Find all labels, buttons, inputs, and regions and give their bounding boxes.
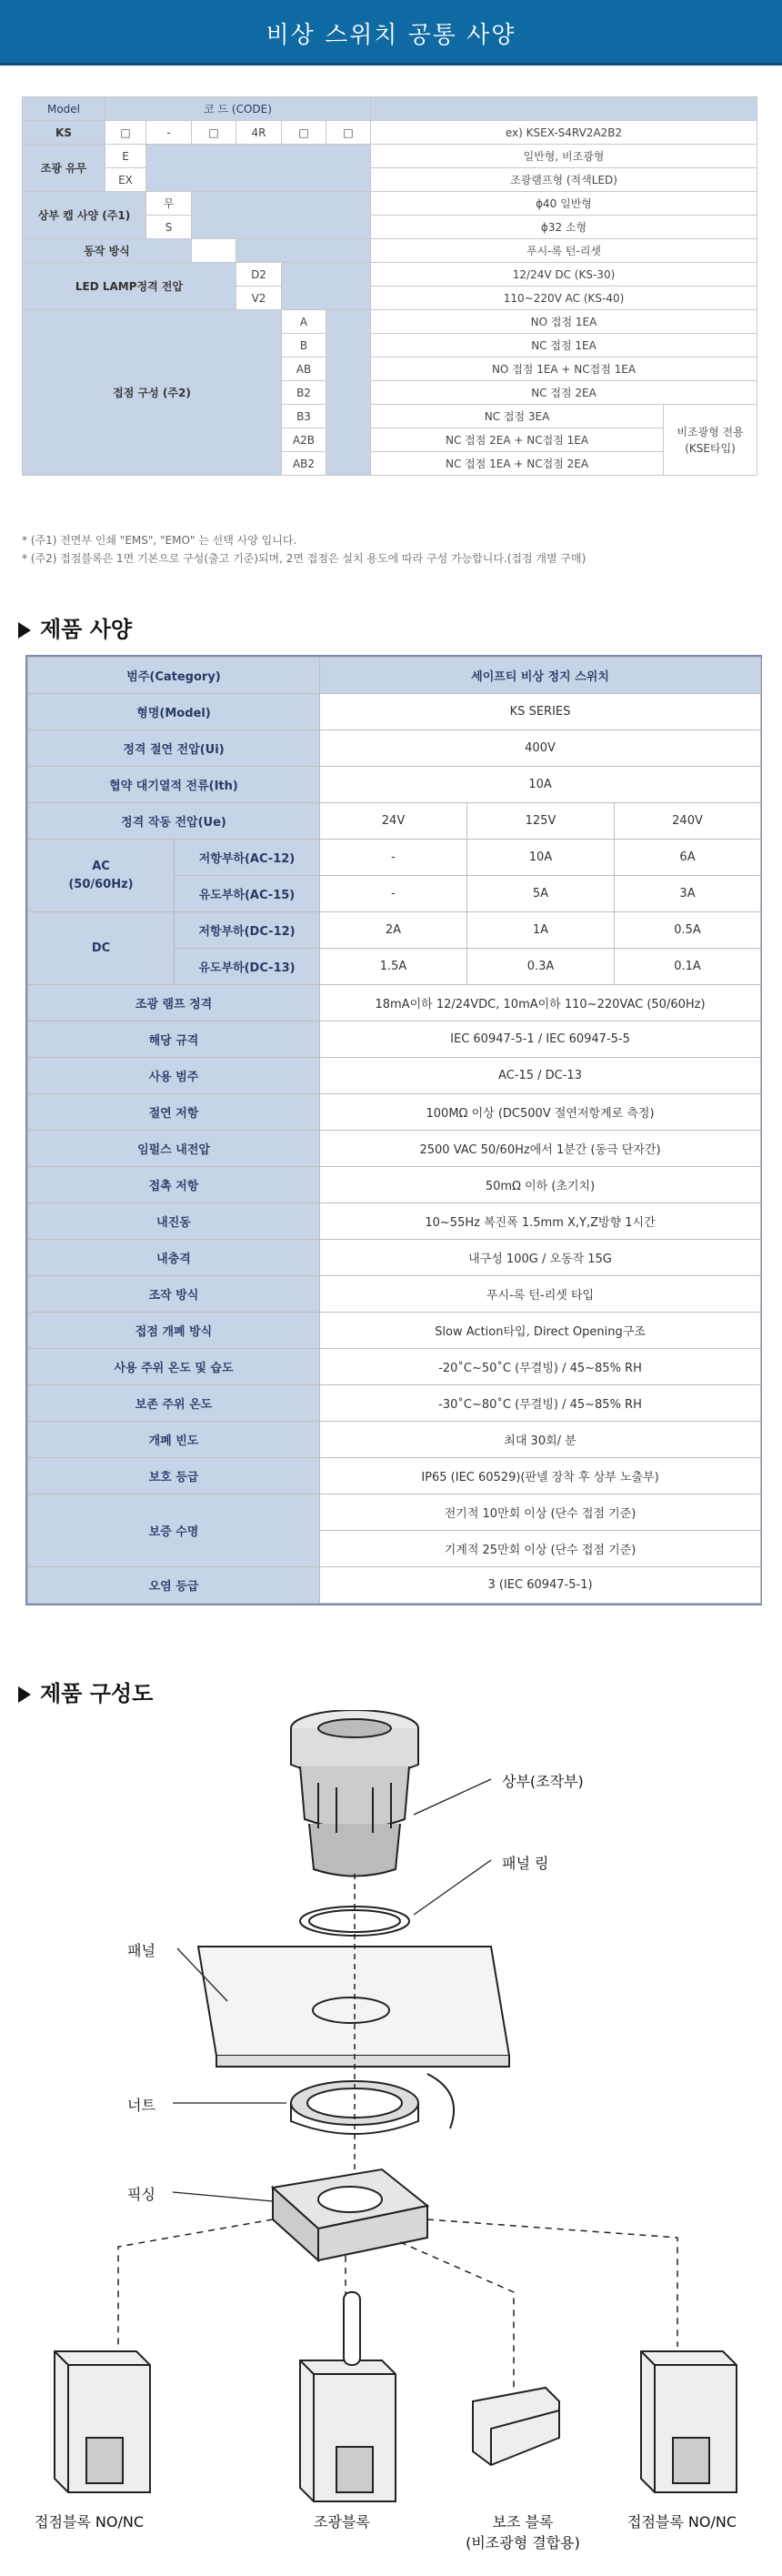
contact-code: B2	[282, 381, 326, 405]
spec-value: 푸시-록 턴-리셋 타입	[320, 1276, 761, 1313]
spec-value: Slow Action타입, Direct Opening구조	[320, 1313, 761, 1349]
lamp-block-drawing	[300, 2292, 396, 2501]
note-1: * (주1) 전면부 인쇄 "EMS", "EMO" 는 선택 사양 입니다.	[22, 534, 297, 547]
spec-value: KS SERIES	[320, 694, 761, 730]
spec-key: 개폐 빈도	[28, 1422, 320, 1458]
spec-key: 임펄스 내전압	[28, 1131, 320, 1167]
pollution-label: 오염 등급	[28, 1567, 320, 1604]
spec-key: 절연 저항	[28, 1094, 320, 1131]
action-fill	[236, 239, 371, 263]
cap-desc: ϕ40 일반형	[371, 192, 757, 216]
spec-key: 접촉 저항	[28, 1167, 320, 1203]
spec-key: 사용 범주	[28, 1058, 320, 1094]
spec-value: 100MΩ 이상 (DC500V 절연저항계로 측정)	[320, 1094, 761, 1131]
spec-value: -20˚C~50˚C (무결빙) / 45~85% RH	[320, 1349, 761, 1385]
action-label: 동작 방식	[23, 239, 192, 263]
fixing-label: 픽싱	[127, 2186, 155, 2203]
code-table	[22, 96, 757, 476]
lamp-block-label: 조광블록	[314, 2513, 370, 2531]
load-name: 저항부하(DC-12)	[175, 912, 320, 949]
special-note-text: 비조광형 전용 (KSE타입)	[677, 425, 744, 455]
spec-key: 조작 방식	[28, 1276, 320, 1313]
voltage-header: 24V	[320, 803, 467, 840]
voltage-header: 125V	[467, 803, 615, 840]
spec-value: 18mA이하 12/24VDC, 10mA이하 110~220VAC (50/60Hz)	[320, 985, 761, 1021]
load-value: 2A	[320, 912, 467, 949]
code-box: □	[105, 121, 146, 145]
load-name: 저항부하(AC-12)	[175, 840, 320, 876]
action-cell	[192, 239, 236, 263]
spec-value: IEC 60947-5-1 / IEC 60947-5-5	[320, 1021, 761, 1058]
pollution-value: 3 (IEC 60947-5-1)	[320, 1567, 761, 1604]
page-title-banner	[0, 0, 782, 65]
cap-fill	[192, 192, 371, 239]
spec-key: 협약 대기열적 전류(Ith)	[28, 767, 320, 803]
action-desc: 푸시-록 턴-리셋	[371, 239, 757, 263]
category-label: 범주(Category)	[28, 658, 320, 694]
aux-block-label	[464, 2511, 582, 2552]
contact-desc: NC 접점 1EA + NC접점 2EA	[371, 452, 664, 476]
notes	[22, 531, 757, 568]
spec-key: 해당 규격	[28, 1021, 320, 1058]
code-box: □	[282, 121, 326, 145]
load-value: 1A	[467, 912, 615, 949]
spec-value: 50mΩ 이하 (초기치)	[320, 1167, 761, 1203]
code-header: 코 드 (CODE)	[105, 97, 371, 121]
contact-block-right-drawing	[641, 2351, 737, 2492]
load-value: 0.1A	[615, 949, 761, 985]
contact-desc: NC 접점 2EA + NC접점 1EA	[371, 428, 664, 452]
led-desc: 12/24V DC (KS-30)	[371, 263, 757, 287]
load-name: 유도부하(AC-15)	[175, 876, 320, 912]
load-value: 10A	[467, 840, 615, 876]
aux-block-drawing	[473, 2388, 559, 2465]
contact-code: A2B	[282, 428, 326, 452]
life-label: 보증 수명	[28, 1494, 320, 1567]
spec-value: 내구성 100G / 오동작 15G	[320, 1240, 761, 1276]
panel-drawing	[198, 1947, 509, 2056]
cap-code: S	[146, 216, 192, 239]
nut-label: 너트	[127, 2097, 155, 2114]
spec-key: 내진동	[28, 1203, 320, 1240]
diagram-section-heading	[18, 1675, 153, 1707]
ac-label: AC (50/60Hz)	[28, 840, 175, 912]
panel-ring-label: 패널 링	[502, 1855, 549, 1872]
lamp-code: EX	[105, 168, 146, 192]
category-value: 세이프티 비상 정지 스위치	[320, 658, 761, 694]
spec-section-heading	[18, 611, 132, 643]
code-box: □	[326, 121, 371, 145]
contact-code: B3	[282, 405, 326, 428]
load-value: 0.5A	[615, 912, 761, 949]
lamp-fill	[146, 145, 371, 192]
contact-label: 접점 구성 (주2)	[23, 310, 282, 476]
load-value: 0.3A	[467, 949, 615, 985]
spec-value: 400V	[320, 730, 761, 767]
contact-code: A	[282, 310, 326, 334]
spec-key: 내충격	[28, 1240, 320, 1276]
cap-code: 무	[146, 192, 192, 216]
load-value: 3A	[615, 876, 761, 912]
contact-block-left-drawing	[55, 2351, 150, 2492]
special-note	[664, 405, 757, 476]
contact-desc: NC 접점 3EA	[371, 405, 664, 428]
exploded-view-drawing	[0, 1710, 782, 2572]
contact-code: B	[282, 334, 326, 357]
contact-code: AB2	[282, 452, 326, 476]
dc-label: DC	[28, 912, 175, 985]
led-code: V2	[236, 287, 282, 310]
life-value: 기계적 25만회 이상 (단수 접점 기준)	[320, 1531, 761, 1567]
spec-table	[25, 655, 762, 1605]
load-value: 6A	[615, 840, 761, 876]
page-title: 비상 스위치 공통 사양	[266, 21, 516, 49]
contact-fill	[326, 310, 371, 476]
contact-code: AB	[282, 357, 326, 381]
led-label: LED LAMP정격 전압	[23, 263, 236, 310]
load-value: -	[320, 876, 467, 912]
contact-left-label: 접점블록 NO/NC	[35, 2513, 145, 2531]
spec-value: 2500 VAC 50/60Hz에서 1분간 (동극 단자간)	[320, 1131, 761, 1167]
life-value: 전기적 10만회 이상 (단수 접점 기준)	[320, 1494, 761, 1531]
spec-value: 10A	[320, 767, 761, 803]
voltage-header: 240V	[615, 803, 761, 840]
code-dash: -	[146, 121, 192, 145]
cap-desc: ϕ32 소형	[371, 216, 757, 239]
led-fill	[282, 263, 371, 310]
spec-value: 최대 30회/ 분	[320, 1422, 761, 1458]
ks-cell: KS	[23, 121, 105, 145]
spec-key: 정격 작동 전압(Ue)	[28, 803, 320, 840]
panel-label: 패널	[127, 1942, 155, 1959]
triangle-icon	[18, 1686, 31, 1703]
cap-label: 상부 캡 사양 (주1)	[23, 192, 146, 239]
spec-key: 조광 램프 정격	[28, 985, 320, 1021]
code-header-blank	[371, 97, 757, 121]
model-header: Model	[23, 97, 105, 121]
spec-key: 접점 개폐 방식	[28, 1313, 320, 1349]
spec-section-title: 제품 사양	[40, 617, 133, 642]
contact-desc: NO 접점 1EA	[371, 310, 757, 334]
diagram-section-title: 제품 구성도	[40, 1681, 154, 1706]
spec-key: 형명(Model)	[28, 694, 320, 730]
triangle-icon	[18, 622, 31, 639]
lamp-label: 조광 유무	[23, 145, 105, 192]
load-name: 유도부하(DC-13)	[175, 949, 320, 985]
led-code: D2	[236, 263, 282, 287]
contact-desc: NO 접점 1EA + NC접점 1EA	[371, 357, 757, 381]
load-value: 5A	[467, 876, 615, 912]
lamp-desc: 일반형, 비조광형	[371, 145, 757, 168]
fixing-drawing	[273, 2169, 427, 2260]
upper-label: 상부(조작부)	[502, 1773, 584, 1790]
contact-desc: NC 접점 2EA	[371, 381, 757, 405]
code-box: □	[192, 121, 236, 145]
lamp-code: E	[105, 145, 146, 168]
spec-value: AC-15 / DC-13	[320, 1058, 761, 1094]
code-example: ex) KSEX-S4RV2A2B2	[371, 121, 757, 145]
lamp-desc: 조광램프형 (적색LED)	[371, 168, 757, 192]
note-2: * (주2) 접점블록은 1면 기본으로 구성(출고 기준)되며, 2면 접점은 설치 용도에 따라 구성 가능합니다.(접점 개별 구매)	[22, 552, 586, 565]
spec-value: 10~55Hz 복진폭 1.5mm X,Y,Z방향 1시간	[320, 1203, 761, 1240]
aux-block-label-2: (비조광형 결합용)	[466, 2534, 580, 2551]
led-desc: 110~220V AC (KS-40)	[371, 287, 757, 310]
spec-value: -30˚C~80˚C (무결빙) / 45~85% RH	[320, 1385, 761, 1422]
load-value: -	[320, 840, 467, 876]
contact-desc: NC 접점 1EA	[371, 334, 757, 357]
exploded-diagram	[0, 1710, 782, 2572]
code-4r: 4R	[236, 121, 282, 145]
spec-key: 사용 주위 온도 및 습도	[28, 1349, 320, 1385]
upper-operator-drawing	[291, 1710, 418, 1877]
spec-key: 보호 등급	[28, 1458, 320, 1494]
spec-key: 정격 절연 전압(Ui)	[28, 730, 320, 767]
aux-block-label-1: 보조 블록	[492, 2513, 554, 2531]
contact-right-label: 접점블록 NO/NC	[627, 2513, 737, 2531]
spec-value: IP65 (IEC 60529)(판넬 장착 후 상부 노출부)	[320, 1458, 761, 1494]
load-value: 1.5A	[320, 949, 467, 985]
spec-key: 보존 주위 온도	[28, 1385, 320, 1422]
